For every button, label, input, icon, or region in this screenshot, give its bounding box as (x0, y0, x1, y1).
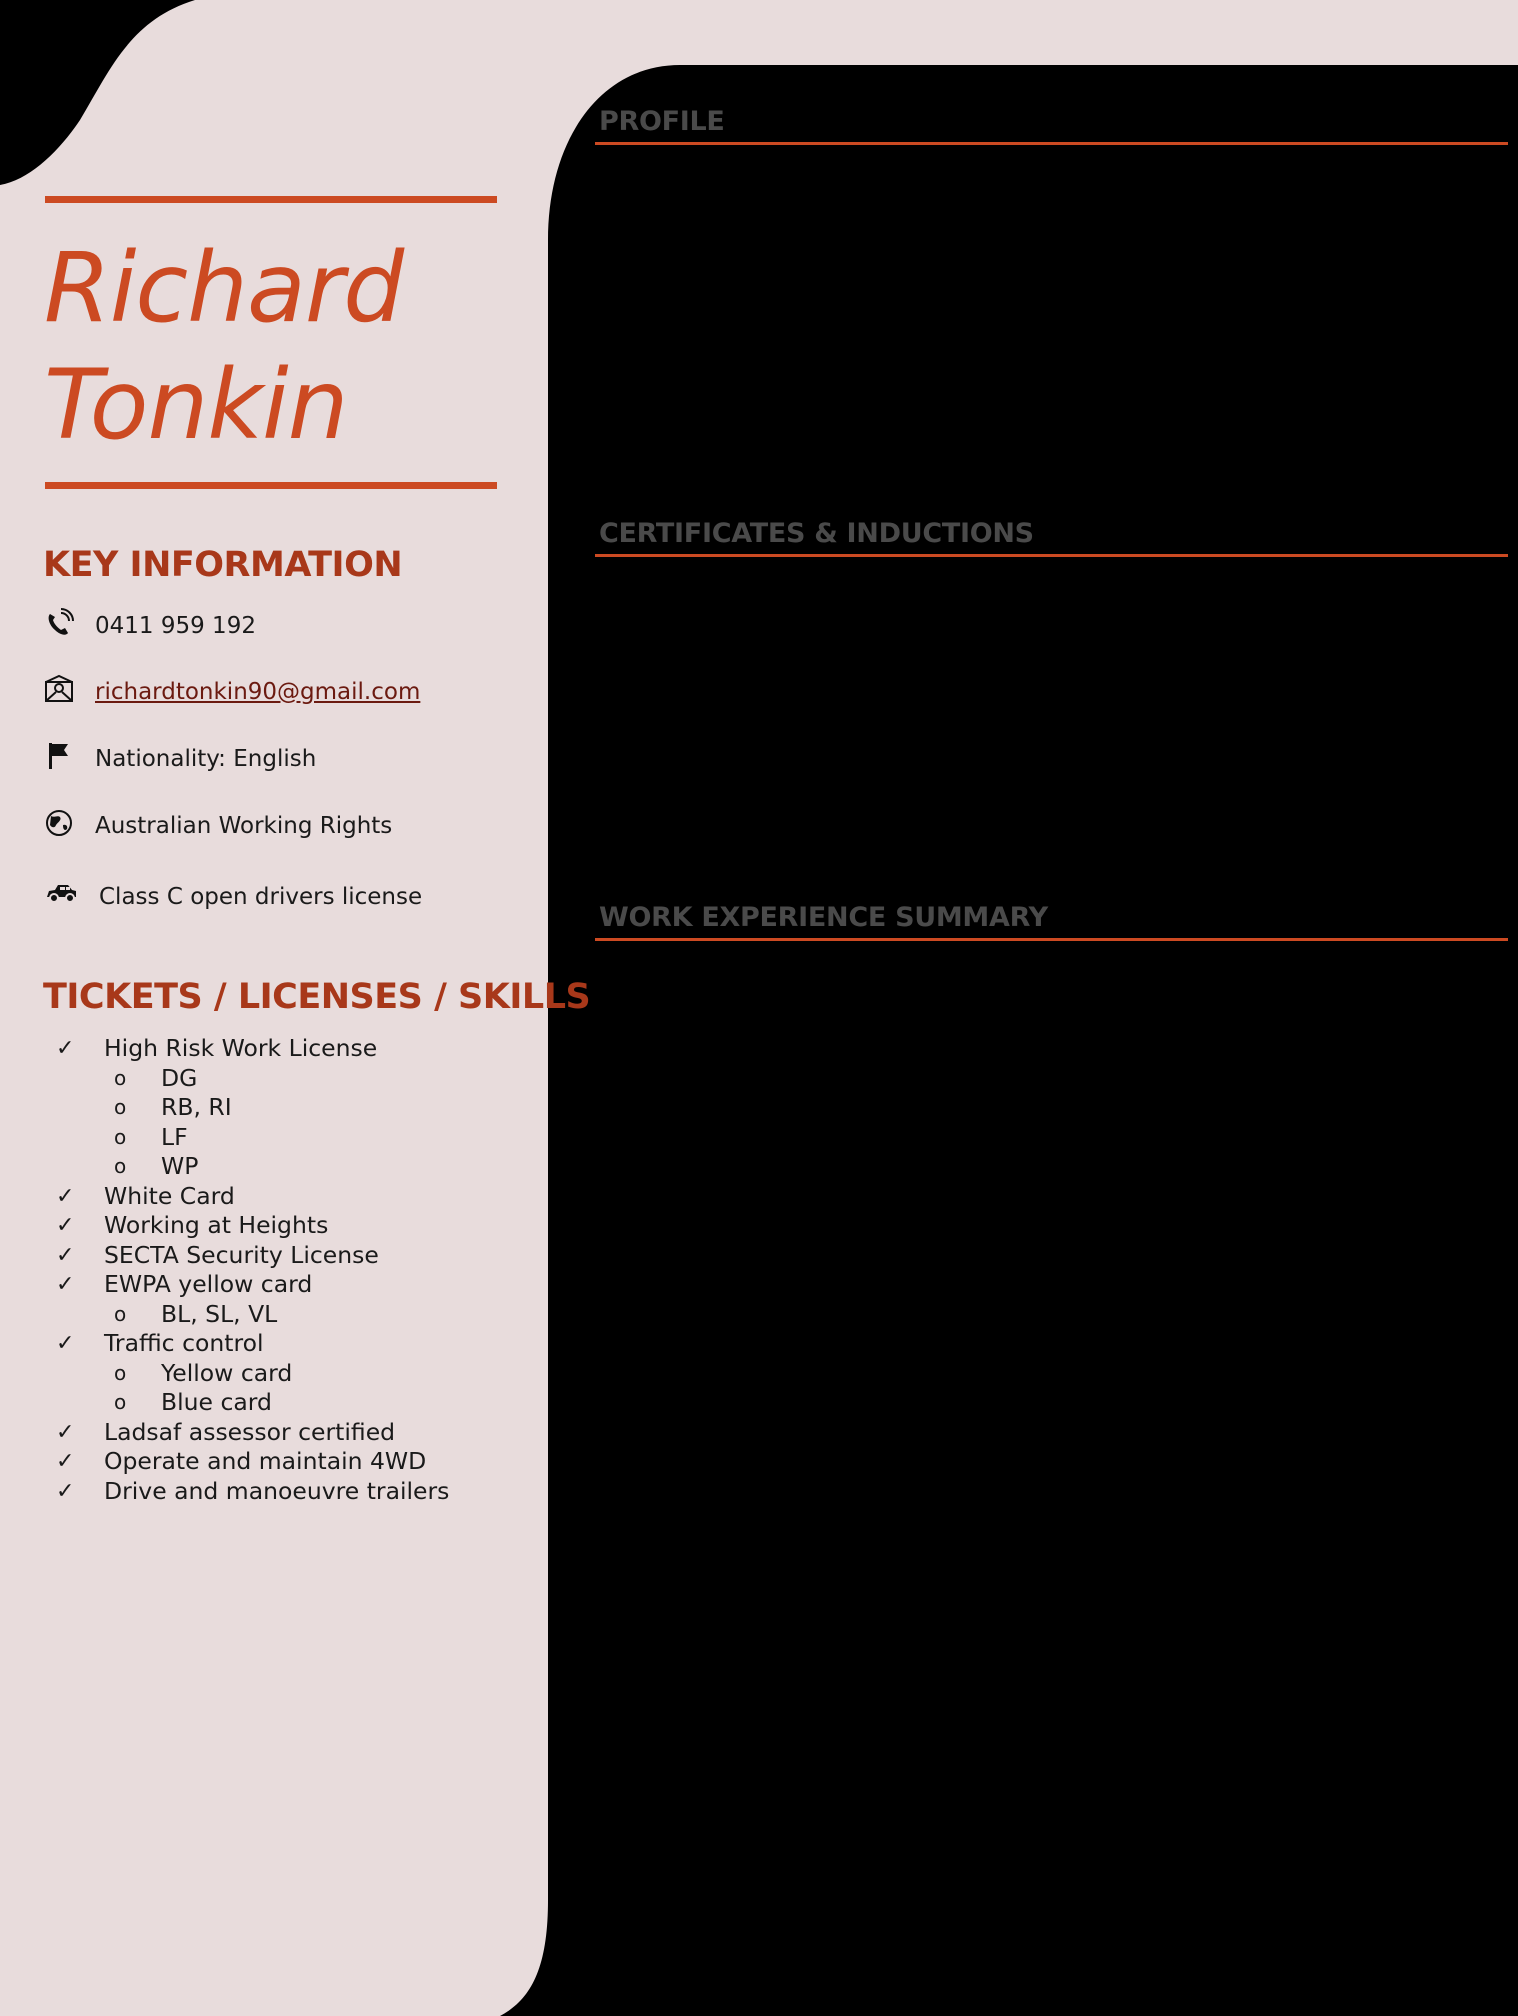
email-address[interactable]: richardtonkin90@gmail.com (95, 679, 421, 705)
check-icon: ✓ (56, 1449, 75, 1474)
flag-icon (44, 741, 74, 771)
certificates-heading: CERTIFICATES & INDUCTIONS (599, 518, 1034, 549)
name-top-rule (45, 196, 497, 203)
check-icon: ✓ (56, 1419, 75, 1445)
check-icon: ✓ (56, 1036, 75, 1061)
globe-icon (44, 808, 74, 838)
bullet-icon: o (114, 1124, 127, 1149)
corner-swoosh (0, 0, 195, 185)
bullet-icon: o (114, 1095, 127, 1119)
key-information-heading: KEY INFORMATION (43, 545, 403, 585)
work-experience-rule (595, 938, 1508, 941)
bullet-icon: o (114, 1154, 127, 1178)
profile-rule (595, 142, 1508, 145)
bullet-icon: o (114, 1301, 127, 1326)
check-icon: ✓ (56, 1478, 75, 1504)
working-rights-text: Australian Working Rights (95, 813, 393, 839)
bullet-icon: o (114, 1390, 127, 1414)
skills-heading: TICKETS / LICENSES / SKILLS (43, 977, 591, 1017)
phone-number: 0411 959 192 (95, 613, 256, 639)
nationality-text: Nationality: English (95, 746, 317, 772)
car-icon (44, 878, 78, 908)
bullet-icon: o (114, 1065, 127, 1090)
name-bottom-rule (45, 482, 497, 489)
work-experience-heading: WORK EXPERIENCE SUMMARY (599, 902, 1048, 933)
last-name: Tonkin (44, 349, 348, 461)
main-dark-panel (500, 65, 1518, 2016)
bullet-icon: o (114, 1360, 127, 1385)
first-name: Richard (44, 232, 404, 344)
check-icon: ✓ (56, 1242, 75, 1268)
check-icon: ✓ (56, 1272, 75, 1297)
email-link[interactable] (95, 679, 420, 705)
drivers-license-text: Class C open drivers license (99, 884, 423, 910)
check-icon: ✓ (56, 1331, 75, 1356)
check-icon: ✓ (56, 1213, 75, 1238)
envelope-icon (44, 674, 74, 704)
profile-heading: PROFILE (599, 106, 725, 137)
phone-icon (44, 608, 74, 638)
check-icon: ✓ (56, 1183, 75, 1209)
certificates-rule (595, 554, 1508, 557)
